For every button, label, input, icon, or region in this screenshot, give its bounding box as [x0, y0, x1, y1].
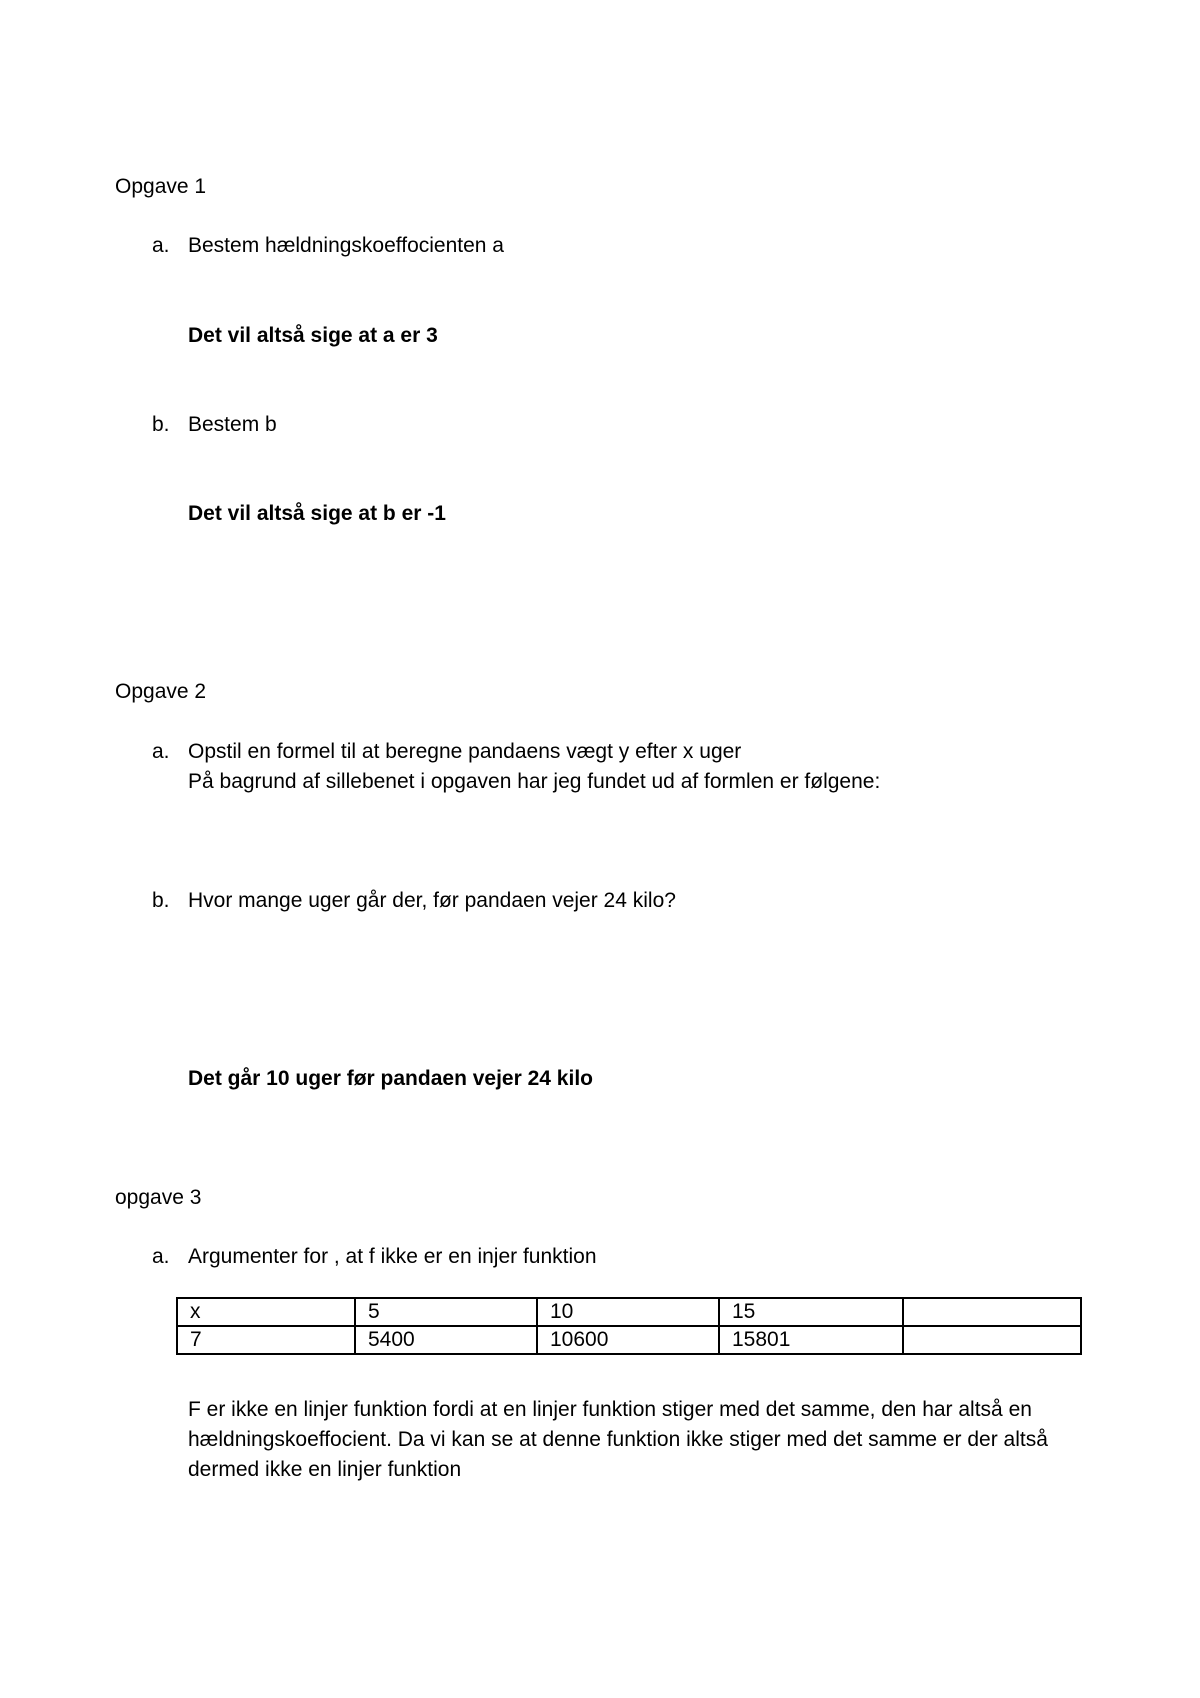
table-cell: 7 [177, 1326, 355, 1354]
task2-item-b-text: Hvor mange uger går der, før pandaen vejer 24 kilo? [188, 889, 676, 912]
task3-explanation: F er ikke en linjer funktion fordi at en linjer funktion stiger med det samme, den har altså en hældningskoeffocient. Da vi kan se at denne funktion ikke stiger med det samme er der altså dermed ikke en linjer funktion [188, 1398, 1048, 1481]
task1-item-b-marker: b. [152, 413, 170, 436]
task2-item-a-text: Opstil en formel til at beregne pandaens vægt y efter x uger [188, 740, 742, 763]
task3-heading: opgave 3 [115, 1186, 202, 1209]
table-cell [903, 1326, 1081, 1354]
task2-item-b-marker: b. [152, 889, 170, 912]
table-cell: 5 [355, 1298, 537, 1326]
table-row [177, 1298, 1081, 1326]
task3-item-a-marker: a. [152, 1245, 170, 1268]
task1-item-b-text: Bestem b [188, 413, 277, 436]
table-cell: 10 [537, 1298, 719, 1326]
task2-item-b-answer: Det går 10 uger før pandaen vejer 24 kilo [188, 1067, 593, 1090]
task1-item-a-text: Bestem hældningskoeffocienten a [188, 234, 504, 257]
task2-item-a-note: På bagrund af sillebenet i opgaven har jeg fundet ud af formlen er følgene: [188, 770, 881, 793]
task1-item-a-marker: a. [152, 234, 170, 257]
table-cell: 5400 [355, 1326, 537, 1354]
table-row [177, 1326, 1081, 1354]
task1-item-a-answer: Det vil altså sige at a er 3 [188, 324, 438, 347]
table-cell [903, 1298, 1081, 1326]
table-cell: 15801 [719, 1326, 903, 1354]
task2-heading: Opgave 2 [115, 680, 207, 703]
table-cell: 15 [719, 1298, 903, 1326]
values-table [176, 1297, 1082, 1355]
table-cell: x [177, 1298, 355, 1326]
task1-heading: Opgave 1 [115, 175, 207, 198]
task1-item-b-answer: Det vil altså sige at b er -1 [188, 502, 446, 525]
task3-item-a-text: Argumenter for , at f ikke er en injer funktion [188, 1245, 597, 1268]
task2-item-a-marker: a. [152, 740, 170, 763]
table-cell: 10600 [537, 1326, 719, 1354]
